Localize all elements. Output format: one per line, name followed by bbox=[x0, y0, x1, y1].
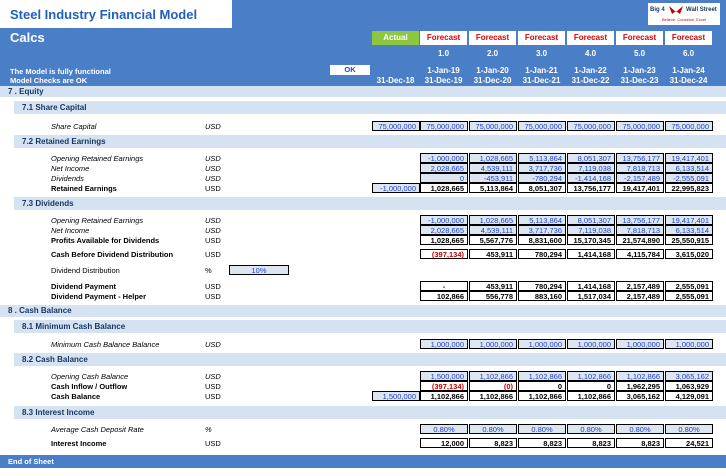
cell-re_closing-2: 5,113,864 bbox=[469, 183, 517, 193]
column-type-6: Forecast bbox=[665, 31, 712, 45]
column-type-5: Forecast bbox=[616, 31, 663, 45]
cell-dv_payment-3: 780,294 bbox=[518, 281, 566, 291]
cell-cb_inflow-3: 0 bbox=[518, 381, 566, 391]
row-label-ii_rate: Average Cash Deposit Rate bbox=[51, 425, 144, 434]
cell-dv_opening-4[interactable]: 8,051,307 bbox=[567, 215, 615, 225]
row-unit-ii_income: USD bbox=[205, 439, 221, 448]
subsection-cash-balance-label: 8.2 Cash Balance bbox=[22, 355, 88, 364]
end-of-sheet bbox=[0, 455, 726, 468]
row-unit-re_net_income: USD bbox=[205, 164, 221, 173]
cell-min_cash-4[interactable]: 1,000,000 bbox=[567, 339, 615, 349]
cell-re_closing-4: 13,756,177 bbox=[567, 183, 615, 193]
logo-bird-icon bbox=[668, 4, 684, 16]
cell-share_capital-3[interactable]: 75,000,000 bbox=[518, 121, 566, 131]
column-period-5: 5.0 bbox=[633, 49, 646, 58]
cell-re_net_income-4[interactable]: 7,119,038 bbox=[567, 163, 615, 173]
cell-dv_cash_before-6: 3,615,020 bbox=[665, 249, 713, 259]
status-functional: The Model is fully functional bbox=[10, 67, 111, 76]
cell-re_closing-6: 22,995,823 bbox=[665, 183, 713, 193]
column-end-6: 31-Dec-24 bbox=[669, 76, 708, 85]
column-start-6: 1-Jan-24 bbox=[672, 66, 705, 75]
cell-cb_closing-2: 1,102,866 bbox=[469, 391, 517, 401]
cell-ii_income-6: 24,521 bbox=[665, 438, 713, 448]
cell-dv_opening-3[interactable]: 5,113,864 bbox=[518, 215, 566, 225]
row-label-dv_payment: Dividend Payment bbox=[51, 282, 117, 291]
row-unit-dv_cash_before: USD bbox=[205, 250, 221, 259]
cell-dv_net_income-6[interactable]: 6,133,514 bbox=[665, 225, 713, 235]
status-checks: Model Checks are OK bbox=[10, 76, 88, 85]
cell-ii_rate-4[interactable]: 0.80% bbox=[567, 424, 615, 434]
subsection-share-capital-label: 7.1 Share Capital bbox=[22, 103, 87, 112]
cell-ii_rate-1[interactable]: 0.80% bbox=[420, 424, 468, 434]
row-label-re_net_income: Net Income bbox=[51, 164, 90, 173]
cell-cb_closing-3: 1,102,866 bbox=[518, 391, 566, 401]
cell-cb_opening-5[interactable]: 1,102,866 bbox=[616, 371, 664, 381]
cell-re_closing-3: 8,051,307 bbox=[518, 183, 566, 193]
row-unit-dv_opening: USD bbox=[205, 216, 221, 225]
row-unit-cb_closing: USD bbox=[205, 392, 221, 401]
cell-dv_profits-3: 8,831,600 bbox=[518, 235, 566, 245]
cell-min_cash-1[interactable]: 1,000,000 bbox=[420, 339, 468, 349]
cell-dv_profits-4: 15,170,345 bbox=[567, 235, 615, 245]
column-period-3: 3.0 bbox=[535, 49, 548, 58]
cell-re_dividends-5[interactable]: -2,157,489 bbox=[616, 173, 664, 183]
cell-ii_income-4: 8,823 bbox=[567, 438, 615, 448]
cell-re_net_income-6[interactable]: 6,133,514 bbox=[665, 163, 713, 173]
cell-dv_helper-5: 2,157,489 bbox=[616, 291, 664, 301]
cell-cb_closing-4: 1,102,866 bbox=[567, 391, 615, 401]
cell-re_closing-1: 1,028,665 bbox=[420, 183, 468, 193]
section-equity-label: 7 . Equity bbox=[8, 87, 44, 96]
column-start-2: 1-Jan-20 bbox=[476, 66, 509, 75]
cell-dv_profits-2: 5,567,776 bbox=[469, 235, 517, 245]
cell-dv_cash_before-4: 1,414,168 bbox=[567, 249, 615, 259]
subsection-min-cash bbox=[14, 320, 726, 333]
row-label-ii_income: Interest Income bbox=[51, 439, 107, 448]
row-label-cb_opening: Opening Cash Balance bbox=[51, 372, 129, 381]
cell-cb_inflow-6: 1,063,929 bbox=[665, 381, 713, 391]
cell-ii_income-1: 12,000 bbox=[420, 438, 468, 448]
cell-ii_rate-2[interactable]: 0.80% bbox=[469, 424, 517, 434]
cell-cb_inflow-1: (397,134) bbox=[420, 381, 468, 391]
section-cash-balance bbox=[0, 305, 726, 317]
row-label-re_dividends: Dividends bbox=[51, 174, 84, 183]
cell-cb_closing-6: 4,129,091 bbox=[665, 391, 713, 401]
column-end-0: 31-Dec-18 bbox=[376, 76, 415, 85]
cell-cb_opening-4[interactable]: 1,102,866 bbox=[567, 371, 615, 381]
cell-min_cash-5[interactable]: 1,000,000 bbox=[616, 339, 664, 349]
cell-cb_opening-6[interactable]: 3,065,162 bbox=[665, 371, 713, 381]
cell-ii_rate-3[interactable]: 0.80% bbox=[518, 424, 566, 434]
cell-re_net_income-3[interactable]: 3,717,736 bbox=[518, 163, 566, 173]
cell-dv_payment-2: 453,911 bbox=[469, 281, 517, 291]
cell-dv_payment-6: 2,555,091 bbox=[665, 281, 713, 291]
row-unit-dv_distribution: % bbox=[205, 266, 212, 275]
column-period-2: 2.0 bbox=[486, 49, 499, 58]
subsection-retained-earnings-label: 7.2 Retained Earnings bbox=[22, 137, 106, 146]
row-label-re_opening: Opening Retained Earnings bbox=[51, 154, 144, 163]
subsection-cash-balance bbox=[14, 353, 726, 366]
subsection-share-capital bbox=[14, 101, 726, 114]
column-start-1: 1-Jan-19 bbox=[427, 66, 460, 75]
dividend-distribution-input[interactable] bbox=[229, 265, 289, 275]
subsection-retained-earnings bbox=[14, 135, 726, 148]
cell-dv_opening-5[interactable]: 13,756,177 bbox=[616, 215, 664, 225]
cell-dv_profits-1: 1,028,665 bbox=[420, 235, 468, 245]
cell-re_opening-2[interactable]: 1,028,665 bbox=[469, 153, 517, 163]
page-title: Steel Industry Financial Model bbox=[10, 7, 198, 22]
cell-dv_helper-4: 1,517,034 bbox=[567, 291, 615, 301]
column-period-4: 4.0 bbox=[584, 49, 597, 58]
cell-re_opening-6[interactable]: 19,417,401 bbox=[665, 153, 713, 163]
logo-tagline: Believe, Conceive, Excel bbox=[662, 17, 707, 22]
column-type-4: Forecast bbox=[567, 31, 614, 45]
cell-share_capital-2[interactable]: 75,000,000 bbox=[469, 121, 517, 131]
cell-dv_net_income-4[interactable]: 7,119,038 bbox=[567, 225, 615, 235]
row-label-dv_cash_before: Cash Before Dividend Distribution bbox=[51, 250, 174, 259]
end-of-sheet-label: End of Sheet bbox=[8, 457, 54, 466]
cell-dv_cash_before-1: (397,134) bbox=[420, 249, 468, 259]
row-label-cb_inflow: Cash Inflow / Outflow bbox=[51, 382, 128, 391]
cell-dv_helper-3: 883,160 bbox=[518, 291, 566, 301]
cell-dv_net_income-5[interactable]: 7,818,713 bbox=[616, 225, 664, 235]
cell-min_cash-3[interactable]: 1,000,000 bbox=[518, 339, 566, 349]
cell-cb_inflow-2: (0) bbox=[469, 381, 517, 391]
cell-re_closing-5: 19,417,401 bbox=[616, 183, 664, 193]
cell-re_closing-0: -1,000,000 bbox=[372, 183, 420, 193]
subsection-interest-income-label: 8.3 Interest Income bbox=[22, 408, 95, 417]
row-unit-re_closing: USD bbox=[205, 184, 221, 193]
section-cash-balance-label: 8 . Cash Balance bbox=[8, 306, 72, 315]
cell-share_capital-1[interactable]: 75,000,000 bbox=[420, 121, 468, 131]
cell-re_dividends-2[interactable]: -453,911 bbox=[469, 173, 517, 183]
subsection-interest-income bbox=[14, 406, 726, 419]
column-end-1: 31-Dec-19 bbox=[424, 76, 463, 85]
cell-ii_rate-5[interactable]: 0.80% bbox=[616, 424, 664, 434]
row-label-cb_closing: Cash Balance bbox=[51, 392, 101, 401]
cell-dv_profits-5: 21,574,890 bbox=[616, 235, 664, 245]
cell-re_net_income-2[interactable]: 4,539,111 bbox=[469, 163, 517, 173]
cell-cb_closing-1: 1,102,866 bbox=[420, 391, 468, 401]
cell-re_opening-3[interactable]: 5,113,864 bbox=[518, 153, 566, 163]
column-period-1: 1.0 bbox=[437, 49, 450, 58]
sheet-name: Calcs bbox=[10, 30, 45, 45]
row-label-dv_profits: Profits Available for Dividends bbox=[51, 236, 160, 245]
cell-dv_cash_before-3: 780,294 bbox=[518, 249, 566, 259]
row-label-min_cash: Minimum Cash Balance Balance bbox=[51, 340, 160, 349]
cell-re_dividends-4[interactable]: -1,414,168 bbox=[567, 173, 615, 183]
row-label-dv_net_income: Net Income bbox=[51, 226, 90, 235]
cell-ii_rate-6[interactable]: 0.80% bbox=[665, 424, 713, 434]
cell-dv_payment-1: - bbox=[420, 281, 468, 291]
row-unit-dv_net_income: USD bbox=[205, 226, 221, 235]
cell-re_dividends-6[interactable]: -2,555,091 bbox=[665, 173, 713, 183]
column-end-2: 31-Dec-20 bbox=[473, 76, 512, 85]
column-start-3: 1-Jan-21 bbox=[525, 66, 558, 75]
row-unit-cb_opening: USD bbox=[205, 372, 221, 381]
cell-dv_net_income-1[interactable]: 2,028,665 bbox=[420, 225, 468, 235]
title-area bbox=[0, 0, 232, 28]
cell-re_dividends-1[interactable]: 0 bbox=[420, 173, 468, 183]
cell-dv_net_income-3[interactable]: 3,717,736 bbox=[518, 225, 566, 235]
cell-share_capital-0[interactable]: 75,000,000 bbox=[372, 121, 420, 131]
ok-badge bbox=[330, 65, 370, 75]
cell-cb_opening-2[interactable]: 1,102,866 bbox=[469, 371, 517, 381]
row-label-re_closing: Retained Earnings bbox=[51, 184, 117, 193]
column-start-4: 1-Jan-22 bbox=[574, 66, 607, 75]
cell-dv_cash_before-2: 453,911 bbox=[469, 249, 517, 259]
cell-min_cash-6[interactable]: 1,000,000 bbox=[665, 339, 713, 349]
cell-re_opening-5[interactable]: 13,756,177 bbox=[616, 153, 664, 163]
row-label-dv_distribution: Dividend Distribution bbox=[51, 266, 120, 275]
column-start-5: 1-Jan-23 bbox=[623, 66, 656, 75]
cell-dv_helper-6: 2,555,091 bbox=[665, 291, 713, 301]
column-period-6: 6.0 bbox=[682, 49, 695, 58]
subsection-min-cash-label: 8.1 Minimum Cash Balance bbox=[22, 322, 126, 331]
row-label-dv_helper: Dividend Payment - Helper bbox=[51, 292, 147, 301]
row-unit-re_dividends: USD bbox=[205, 174, 221, 183]
row-unit-dv_payment: USD bbox=[205, 282, 221, 291]
cell-share_capital-6[interactable]: 75,000,000 bbox=[665, 121, 713, 131]
column-type-2: Forecast bbox=[469, 31, 516, 45]
cell-re_opening-1[interactable]: -1,000,000 bbox=[420, 153, 468, 163]
column-end-4: 31-Dec-22 bbox=[571, 76, 610, 85]
cell-cb_inflow-4: 0 bbox=[567, 381, 615, 391]
row-unit-ii_rate: % bbox=[205, 425, 212, 434]
column-end-5: 31-Dec-23 bbox=[620, 76, 659, 85]
row-unit-dv_profits: USD bbox=[205, 236, 221, 245]
cell-re_net_income-5[interactable]: 7,818,713 bbox=[616, 163, 664, 173]
row-unit-share_capital: USD bbox=[205, 122, 221, 131]
cell-dv_helper-2: 556,778 bbox=[469, 291, 517, 301]
ok-label: OK bbox=[344, 65, 356, 74]
cell-ii_income-2: 8,823 bbox=[469, 438, 517, 448]
dividend-distribution-value: 10% bbox=[251, 266, 267, 275]
cell-ii_income-3: 8,823 bbox=[518, 438, 566, 448]
logo-right-text: Wall Street bbox=[686, 7, 717, 13]
subsection-dividends bbox=[14, 197, 726, 210]
column-end-3: 31-Dec-21 bbox=[522, 76, 561, 85]
cell-dv_cash_before-5: 4,115,784 bbox=[616, 249, 664, 259]
cell-cb_opening-1[interactable]: 1,500,000 bbox=[420, 371, 468, 381]
row-label-share_capital: Share Capital bbox=[51, 122, 97, 131]
row-unit-cb_inflow: USD bbox=[205, 382, 221, 391]
row-label-dv_opening: Opening Retained Earnings bbox=[51, 216, 144, 225]
cell-ii_income-5: 8,823 bbox=[616, 438, 664, 448]
column-type-3: Forecast bbox=[518, 31, 565, 45]
cell-share_capital-4[interactable]: 75,000,000 bbox=[567, 121, 615, 131]
cell-share_capital-5[interactable]: 75,000,000 bbox=[616, 121, 664, 131]
cell-dv_profits-6: 25,550,915 bbox=[665, 235, 713, 245]
cell-re_net_income-1[interactable]: 2,028,665 bbox=[420, 163, 468, 173]
logo-left-text: Big 4 bbox=[650, 7, 665, 13]
column-type-0: Actual bbox=[372, 31, 419, 45]
section-equity bbox=[0, 86, 726, 97]
cell-dv_net_income-2[interactable]: 4,539,111 bbox=[469, 225, 517, 235]
cell-dv_helper-1: 102,866 bbox=[420, 291, 468, 301]
cell-min_cash-2[interactable]: 1,000,000 bbox=[469, 339, 517, 349]
row-unit-re_opening: USD bbox=[205, 154, 221, 163]
cell-cb_inflow-5: 1,962,295 bbox=[616, 381, 664, 391]
cell-cb_closing-0: 1,500,000 bbox=[372, 391, 420, 401]
cell-dv_opening-6[interactable]: 19,417,401 bbox=[665, 215, 713, 225]
row-unit-dv_helper: USD bbox=[205, 292, 221, 301]
cell-cb_opening-3[interactable]: 1,102,866 bbox=[518, 371, 566, 381]
cell-dv_payment-5: 2,157,489 bbox=[616, 281, 664, 291]
cell-dv_opening-1[interactable]: -1,000,000 bbox=[420, 215, 468, 225]
subsection-dividends-label: 7.3 Dividends bbox=[22, 199, 74, 208]
cell-re_dividends-3[interactable]: -780,294 bbox=[518, 173, 566, 183]
row-unit-min_cash: USD bbox=[205, 340, 221, 349]
column-type-1: Forecast bbox=[420, 31, 467, 45]
cell-dv_payment-4: 1,414,168 bbox=[567, 281, 615, 291]
cell-cb_closing-5: 3,065,162 bbox=[616, 391, 664, 401]
cell-dv_opening-2[interactable]: 1,028,665 bbox=[469, 215, 517, 225]
cell-re_opening-4[interactable]: 8,051,307 bbox=[567, 153, 615, 163]
logo bbox=[648, 3, 720, 25]
